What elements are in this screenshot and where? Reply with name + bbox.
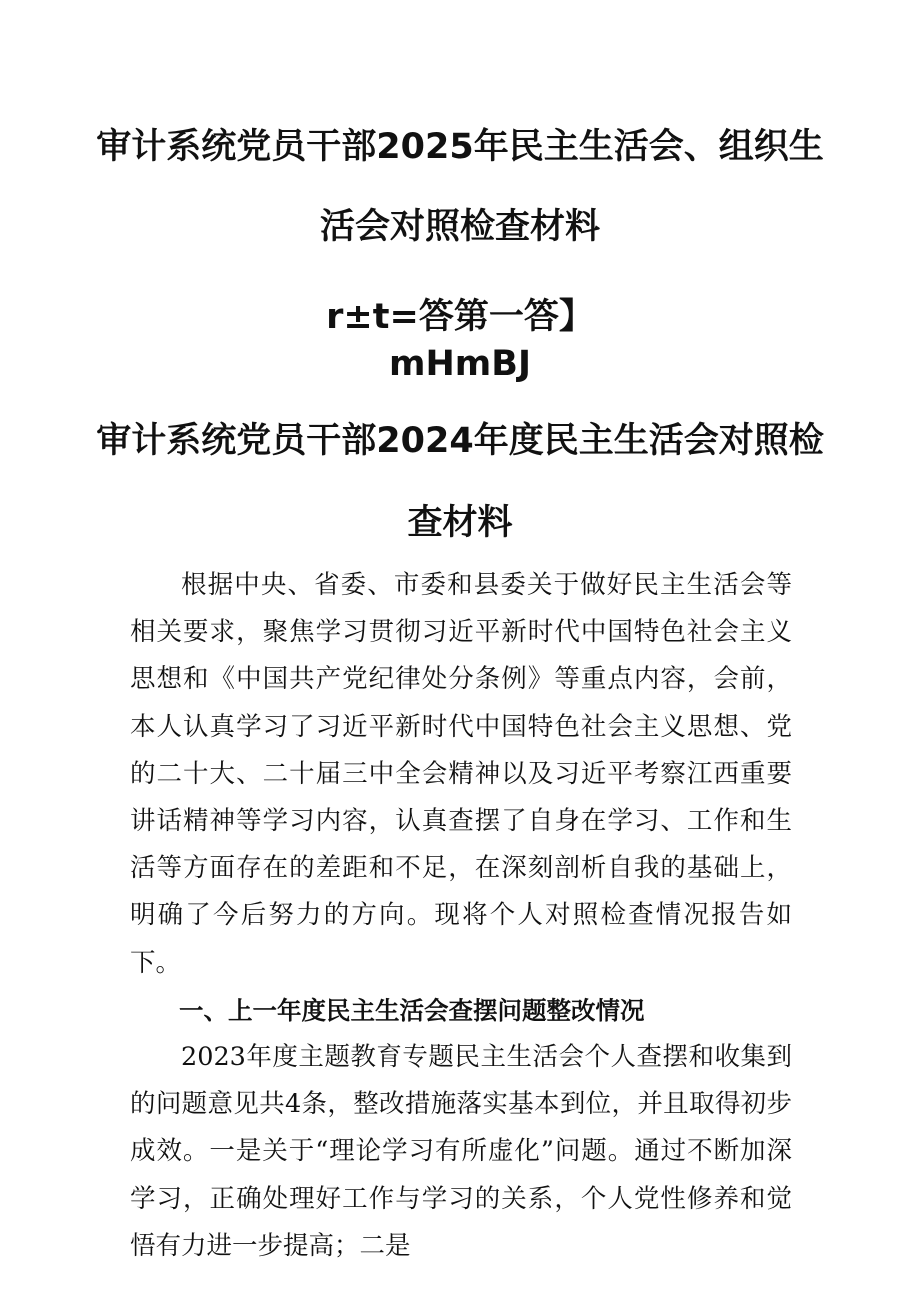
document-body <box>130 562 792 1270</box>
section-heading-1: 一、上一年度民主生活会查摆问题整改情况 <box>179 995 645 1025</box>
garbled-subtitle-line-2: mHmBJ <box>389 344 531 384</box>
intro-paragraph: 根据中央、省委、市委和县委关于做好民主生活会等相关要求，聚焦学习贯彻习近平新时代中国特色社会主义思想和《中国共产党纪律处分条例》等重点内容，会前，本人认真学习了习近平新时代中国特色社会主义思想、党的二十大、二十届三中全会精神以及习近平考察江西重要讲话精神等学习内容，认真查摆了自身在学习、工作和生活等方面存在的差距和不足，在深刻剖析自我的基础上，明确了今后努力的方向。现将个人对照检查情况报告如下。 <box>130 570 792 978</box>
section-1-paragraph: 2023年度主题教育专题民主生活会个人查摆和收集到的问题意见共4条，整改措施落实基本到位，并且取得初步成效。一是关于“理论学习有所虚化”问题。通过不断加深学习，正确处理好工作与学习的关系，个人党性修养和觉悟有力进一步提高；二是 <box>130 1042 792 1261</box>
title-line-2: 活会对照检查材料 <box>319 207 600 247</box>
subtitle-line-2: 查材料 <box>407 503 513 543</box>
subtitle-line-1: 审计系统党员干部2024年度民主生活会对照检 <box>96 421 824 461</box>
garbled-subtitle-line: r±t=答第一答】 <box>326 297 594 337</box>
title-line-1: 审计系统党员干部2025年民主生活会、组织生 <box>96 127 824 167</box>
